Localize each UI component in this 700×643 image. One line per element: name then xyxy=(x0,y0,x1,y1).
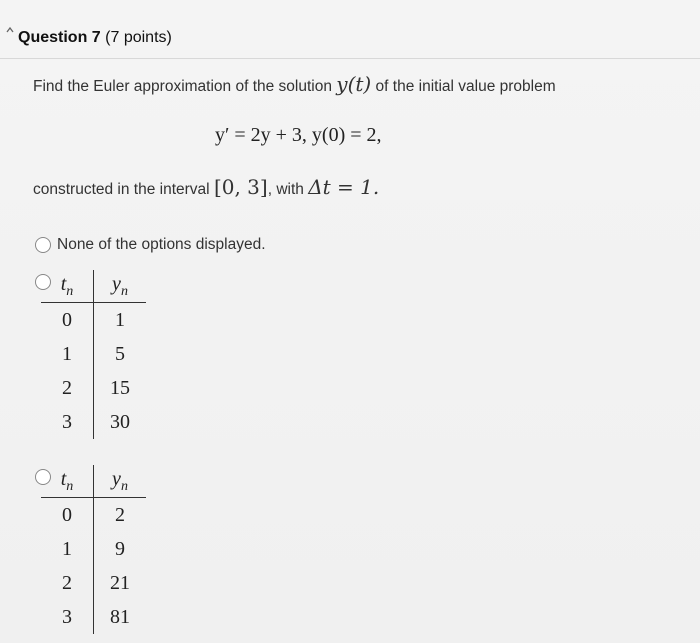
cell-tn: 3 xyxy=(41,600,94,634)
column-header-yn: $y_n$ xyxy=(94,270,147,303)
radio-button[interactable] xyxy=(35,237,51,253)
collapse-icon[interactable] xyxy=(6,26,14,34)
cell-yn: 81 xyxy=(110,605,130,628)
cell-tn: 2 xyxy=(41,566,94,600)
cell-yn: 2 xyxy=(115,503,125,526)
interval-text-before: constructed in the interval xyxy=(33,181,214,198)
table-row xyxy=(41,303,146,338)
cell-tn: 1 xyxy=(41,532,94,566)
column-header-tn: $t_n$ xyxy=(41,465,94,498)
question-header xyxy=(0,18,700,59)
step-size: Δt = 1. xyxy=(308,175,380,199)
question-prompt xyxy=(33,72,556,96)
cell-tn: 2 xyxy=(41,371,94,405)
cell-yn: 1 xyxy=(115,308,125,331)
cell-tn: 1 xyxy=(41,337,94,371)
prompt-text-before: Find the Euler approximation of the solution xyxy=(33,78,337,95)
option-table-2-grid xyxy=(41,465,146,634)
euler-table xyxy=(41,465,146,634)
column-header-yn: $y_n$ xyxy=(94,465,147,498)
option-table-1-grid xyxy=(41,270,146,439)
column-header-tn: $t_n$ xyxy=(41,270,94,303)
cell-tn: 0 xyxy=(41,498,94,533)
interval-value: [0, 3] xyxy=(213,175,268,199)
cell-tn: 0 xyxy=(41,303,94,338)
cell-yn: 5 xyxy=(115,342,125,365)
option-none[interactable] xyxy=(35,236,266,254)
prompt-function: y(t) xyxy=(336,72,372,96)
table-row xyxy=(41,566,146,600)
interval-statement xyxy=(33,175,379,199)
cell-yn: 21 xyxy=(110,571,130,594)
table-row xyxy=(41,600,146,634)
table-row xyxy=(41,405,146,439)
cell-yn: 30 xyxy=(110,410,130,433)
cell-yn: 9 xyxy=(115,537,125,560)
table-row xyxy=(41,498,146,533)
cell-yn: 15 xyxy=(110,376,130,399)
table-row xyxy=(41,337,146,371)
interval-text-mid: , with xyxy=(267,181,309,198)
question-label: Question 7 xyxy=(18,29,101,46)
initial-value-equation: y′ = 2y + 3, y(0) = 2, xyxy=(215,124,382,146)
table-row xyxy=(41,532,146,566)
table-row xyxy=(41,371,146,405)
table-header-row xyxy=(41,270,146,303)
cell-tn: 3 xyxy=(41,405,94,439)
question-title xyxy=(18,29,172,47)
question-points: (7 points) xyxy=(105,29,172,46)
table-header-row xyxy=(41,465,146,498)
option-label: None of the options displayed. xyxy=(57,236,266,253)
euler-table xyxy=(41,270,146,439)
prompt-text-after: of the initial value problem xyxy=(371,78,556,95)
